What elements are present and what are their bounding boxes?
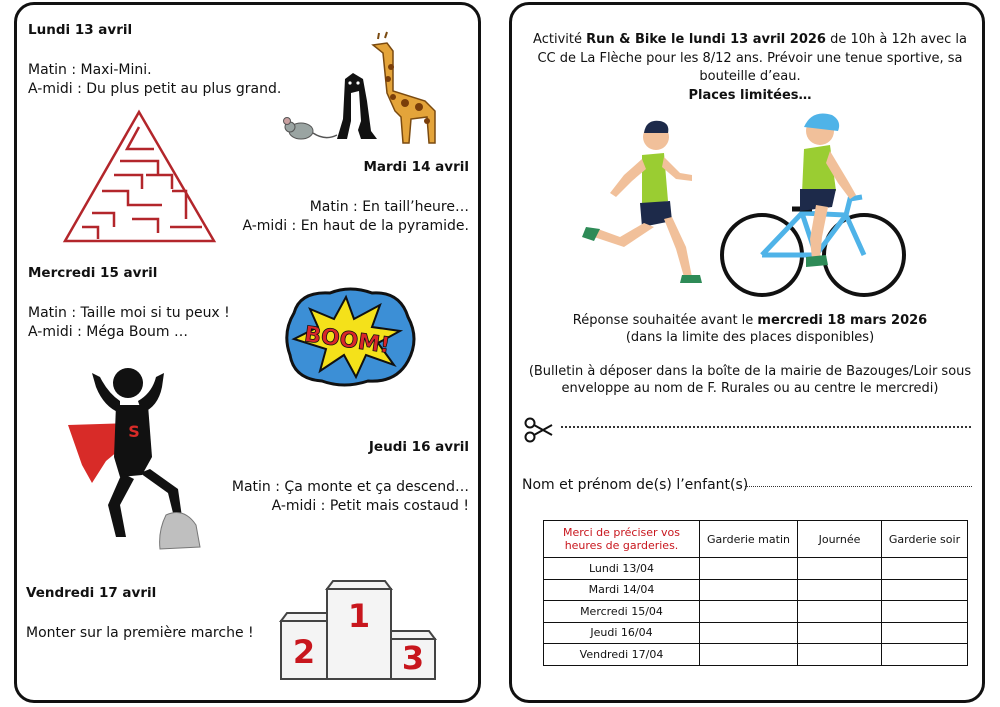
response-date: mercredi 18 mars 2026 bbox=[757, 313, 928, 328]
day-matin-jeudi: Matin : Ça monte et ça descend… bbox=[231, 479, 469, 495]
day-title-mercredi: Mercredi 15 avril bbox=[28, 265, 158, 281]
intro-bold-1: Run & Bike le lundi 13 avril 2026 bbox=[586, 32, 826, 47]
day-matin-mercredi: Matin : Taille moi si tu peux ! bbox=[28, 305, 230, 321]
giraffe-icon bbox=[373, 32, 435, 143]
column-garderie-soir: Garderie soir bbox=[882, 521, 968, 558]
day-title-mardi: Mardi 14 avril bbox=[363, 159, 469, 175]
scissors-icon bbox=[524, 417, 554, 443]
day-amidi-lundi: A-midi : Du plus petit au plus grand. bbox=[28, 81, 282, 97]
day-title-jeudi: Jeudi 16 avril bbox=[368, 439, 469, 455]
cell-matin[interactable] bbox=[700, 558, 798, 580]
superhero-icon bbox=[64, 365, 204, 561]
day-title-vendredi: Vendredi 17 avril bbox=[26, 585, 157, 601]
right-panel bbox=[509, 2, 985, 703]
column-garderie-matin: Garderie matin bbox=[700, 521, 798, 558]
table-header-note: Merci de préciser vos heures de garderies. bbox=[544, 521, 700, 558]
boom-burst-icon bbox=[274, 283, 420, 389]
day-matin-mardi: Matin : En taill’heure… bbox=[309, 199, 469, 215]
response-text-2: (dans la limite des places disponibles) bbox=[625, 330, 875, 345]
column-journee: Journée bbox=[798, 521, 882, 558]
table-row bbox=[544, 644, 968, 666]
cell-soir[interactable] bbox=[882, 579, 968, 601]
cyclist-icon bbox=[722, 114, 904, 296]
cell-journee[interactable] bbox=[798, 622, 882, 644]
child-name-label: Nom et prénom de(s) l’enfant(s) bbox=[522, 477, 749, 493]
podium-first: 1 bbox=[347, 597, 371, 635]
cell-soir[interactable] bbox=[882, 558, 968, 580]
mouse-icon bbox=[284, 118, 338, 140]
response-text-1: Réponse souhaitée avant le bbox=[572, 313, 758, 328]
bulletin-text: (Bulletin à déposer dans la boîte de la mairie de Bazouges/Loir sous enveloppe au nom de F. Rurales ou au centre le mercredi) bbox=[528, 364, 972, 396]
cell-matin[interactable] bbox=[700, 579, 798, 601]
cell-soir[interactable] bbox=[882, 622, 968, 644]
row-day: Lundi 13/04 bbox=[544, 558, 700, 580]
day-amidi-mardi: A-midi : En haut de la pyramide. bbox=[242, 218, 469, 234]
cut-line bbox=[561, 426, 971, 428]
row-day: Jeudi 16/04 bbox=[544, 622, 700, 644]
cell-journee[interactable] bbox=[798, 644, 882, 666]
day-amidi-mercredi: A-midi : Méga Boum … bbox=[28, 324, 188, 340]
cell-soir[interactable] bbox=[882, 644, 968, 666]
table-row bbox=[544, 579, 968, 601]
table-row bbox=[544, 622, 968, 644]
cell-matin[interactable] bbox=[700, 644, 798, 666]
response-block bbox=[522, 312, 978, 346]
maze-pyramid-icon bbox=[62, 109, 217, 245]
animals-illustration bbox=[275, 31, 460, 147]
cell-journee[interactable] bbox=[798, 558, 882, 580]
row-day: Vendredi 17/04 bbox=[544, 644, 700, 666]
run-and-bike-illustration bbox=[580, 109, 910, 299]
day-amidi-jeudi: A-midi : Petit mais costaud ! bbox=[271, 498, 469, 514]
day-text-vendredi: Monter sur la première marche ! bbox=[26, 625, 254, 641]
daycare-table bbox=[543, 520, 968, 666]
left-panel bbox=[14, 2, 481, 703]
day-matin-lundi: Matin : Maxi-Mini. bbox=[28, 62, 152, 78]
intro-text-2: de 10h à 12h avec la CC de La Flèche pour les 8/12 ans. Prévoir une tenue sportive, sa bouteille d’eau. bbox=[537, 32, 967, 84]
child-name-field[interactable] bbox=[745, 486, 972, 487]
activity-intro bbox=[522, 31, 978, 105]
day-title-lundi: Lundi 13 avril bbox=[28, 22, 133, 38]
podium-second: 2 bbox=[292, 633, 316, 671]
podium-icon bbox=[277, 577, 439, 681]
boom-text: BOOM! bbox=[302, 322, 392, 359]
podium-third: 3 bbox=[401, 639, 425, 677]
intro-text-1: Activité bbox=[533, 32, 587, 47]
runner-icon bbox=[582, 121, 702, 283]
row-day: Mercredi 15/04 bbox=[544, 601, 700, 623]
table-row bbox=[544, 601, 968, 623]
table-row bbox=[544, 558, 968, 580]
intro-places-limitees: Places limitées… bbox=[688, 87, 812, 103]
hero-letter: S bbox=[128, 422, 140, 441]
cell-matin[interactable] bbox=[700, 622, 798, 644]
dog-icon bbox=[337, 73, 377, 139]
row-day: Mardi 14/04 bbox=[544, 579, 700, 601]
cell-soir[interactable] bbox=[882, 601, 968, 623]
cell-journee[interactable] bbox=[798, 601, 882, 623]
cell-matin[interactable] bbox=[700, 601, 798, 623]
cell-journee[interactable] bbox=[798, 579, 882, 601]
